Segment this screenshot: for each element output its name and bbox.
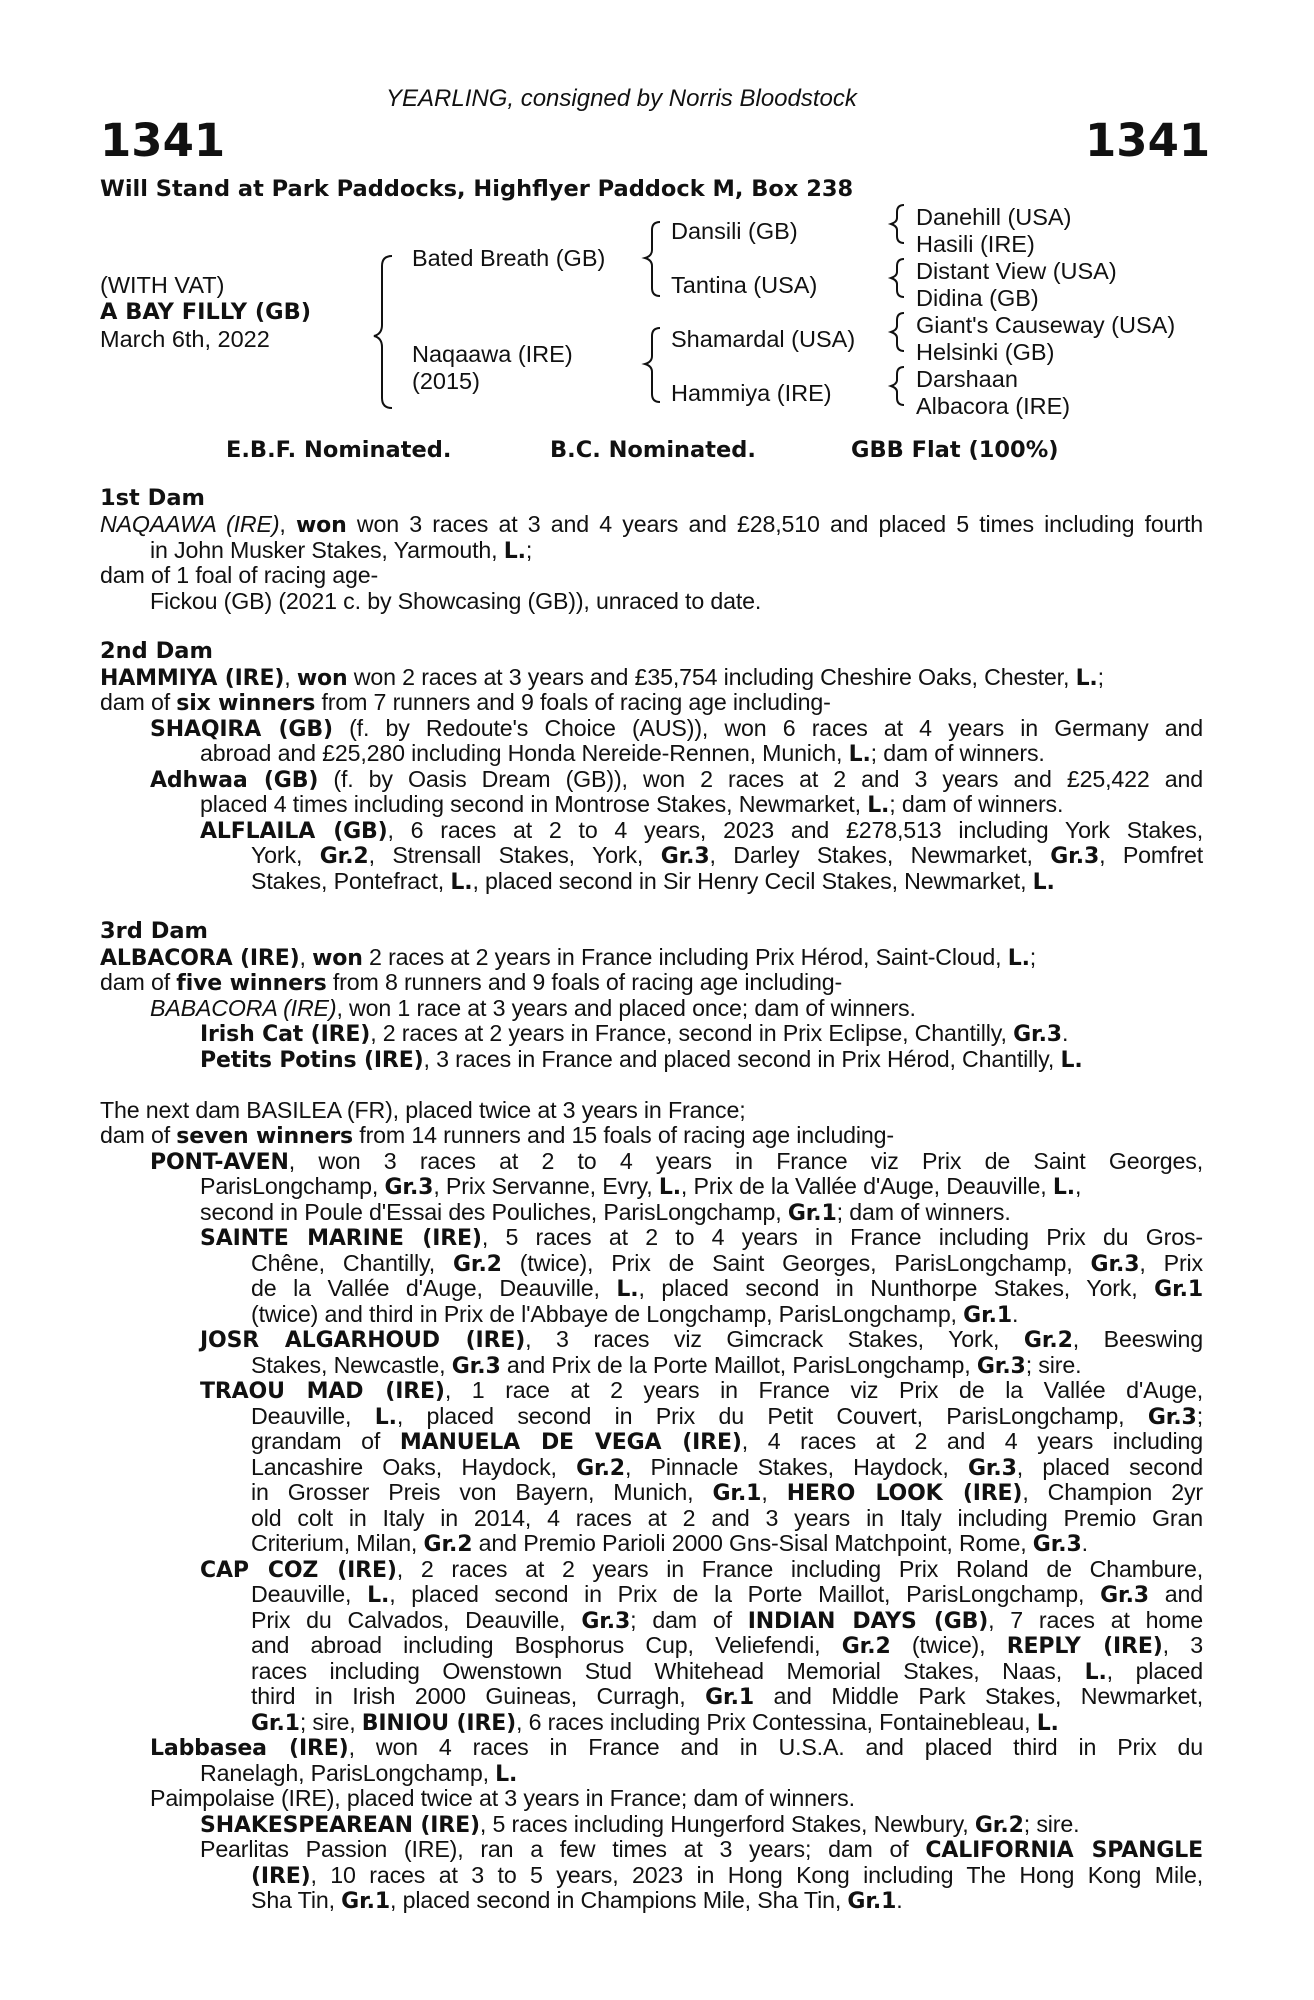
nextdam-line-22: and abroad including Bosphorus Cup, Veliefendi, Gr.2 (twice), REPLY (IRE), 3 [251, 1632, 1203, 1659]
nextdam-line-24: third in Irish 2000 Guineas, Curragh, Gr.1 and Middle Park Stakes, Newmarket, [251, 1683, 1203, 1710]
vat-note: (WITH VAT) [100, 272, 225, 298]
nextdam-line-32: Sha Tin, Gr.1, placed second in Champions Mile, Sha Tin, Gr.1. [251, 1887, 903, 1914]
pedigree-braces [0, 0, 1314, 430]
ebf-nomination: E.B.F. Nominated. [226, 437, 452, 463]
lot-number-right: 1341 [1085, 114, 1211, 167]
nextdam-line-30: Pearlitas Passion (IRE), ran a few times at 3 years; dam of CALIFORNIA SPANGLE [200, 1836, 1204, 1863]
nextdam-line-28: Paimpolaise (IRE), placed twice at 3 years in France; dam of winners. [150, 1785, 855, 1811]
nextdam-line-23: races including Owenstown Stud Whitehead Memorial Stakes, Naas, L., placed [251, 1658, 1203, 1685]
brace-dam [645, 328, 660, 402]
dam3-title: 3rd Dam [100, 918, 208, 944]
dam2-line-9: Stakes, Pontefract, L., placed second in Sir Henry Cecil Stakes, Newmarket, L. [251, 868, 1055, 895]
dam2-line-3: SHAQIRA (GB) (f. by Redoute's Choice (AUS)), won 6 races at 4 years in Germany and [150, 715, 1204, 742]
nextdam-line-18: Criterium, Milan, Gr.2 and Premio Parioli 2000 Gns-Sisal Matchpoint, Rome, Gr.3. [251, 1530, 1088, 1557]
dss-name: Giant's Causeway (USA) [916, 312, 1176, 338]
dam1-line-4: Fickou (GB) (2021 c. by Showcasing (GB)), unraced to date. [150, 588, 762, 614]
nextdam-line-26: Labbasea (IRE), won 4 races in France and in U.S.A. and placed third in Prix du [150, 1734, 1203, 1761]
stand-location: Will Stand at Park Paddocks, Highflyer Paddock M, Box 238 [100, 176, 854, 202]
dam1-line-1: NAQAAWA (IRE), won won 3 races at 3 and 4 years and £28,510 and placed 5 times including fourth [100, 511, 1203, 538]
sire-dam: Tantina (USA) [671, 272, 818, 298]
nextdam-line-29: SHAKESPEAREAN (IRE), 5 races including Hungerford Stakes, Newbury, Gr.2; sire. [200, 1811, 1080, 1838]
dam2-line-7: ALFLAILA (GB), 6 races at 2 to 4 years, 2023 and £278,513 including York Stakes, [200, 817, 1203, 844]
bc-nomination: B.C. Nominated. [550, 437, 756, 463]
nextdam-line-2: dam of seven winners from 14 runners and 15 foals of racing age including- [100, 1122, 894, 1149]
horse-dob: March 6th, 2022 [100, 326, 270, 352]
nextdam-line-25: Gr.1; sire, BINIOU (IRE), 6 races including Prix Contessina, Fontainebleau, L. [251, 1709, 1059, 1736]
sss-name: Danehill (USA) [916, 204, 1072, 230]
nextdam-line-9: (twice) and third in Prix de l'Abbaye de Longchamp, ParisLongchamp, Gr.1. [251, 1301, 1019, 1328]
dam1-line-3: dam of 1 foal of racing age- [100, 562, 379, 588]
dam2-line-6: placed 4 times including second in Montrose Stakes, Newmarket, L.; dam of winners. [200, 791, 1064, 818]
nextdam-line-17: old colt in Italy in 2014, 4 races at 2 and 3 years in Italy including Premio Gran [251, 1505, 1203, 1531]
dam2-title: 2nd Dam [100, 638, 213, 664]
dam-sire: Shamardal (USA) [671, 326, 856, 352]
dam1-title: 1st Dam [100, 485, 205, 511]
brace-sd [891, 259, 904, 297]
nextdam-line-3: PONT-AVEN, won 3 races at 2 to 4 years in France viz Prix de Saint Georges, [150, 1148, 1203, 1175]
brace-ss [891, 205, 904, 243]
dam3-line-3: BABACORA (IRE), won 1 race at 3 years and placed once; dam of winners. [150, 995, 916, 1021]
dam3-line-5: Petits Potins (IRE), 3 races in France and placed second in Prix Hérod, Chantilly, L. [200, 1046, 1083, 1073]
nextdam-line-20: Deauville, L., placed second in Prix de la Porte Maillot, ParisLongchamp, Gr.3 and [251, 1581, 1203, 1608]
dam-name: Naqaawa (IRE) [412, 341, 573, 367]
dds-name: Darshaan [916, 366, 1018, 392]
dam2-line-5: Adhwaa (GB) (f. by Oasis Dream (GB)), won 2 races at 2 and 3 years and £25,422 and [150, 766, 1203, 793]
nextdam-line-27: Ranelagh, ParisLongchamp, L. [200, 1760, 518, 1787]
dam1-line-2: in John Musker Stakes, Yarmouth, L.; [150, 537, 533, 564]
lot-number-left: 1341 [100, 114, 226, 167]
nextdam-line-31: (IRE), 10 races at 3 to 5 years, 2023 in Hong Kong including The Hong Kong Mile, [251, 1862, 1203, 1889]
consignment-line: YEARLING, consigned by Norris Bloodstock [386, 85, 857, 112]
nextdam-line-16: in Grosser Preis von Bayern, Munich, Gr.1, HERO LOOK (IRE), Champion 2yr [251, 1479, 1203, 1506]
nextdam-line-15: Lancashire Oaks, Haydock, Gr.2, Pinnacle Stakes, Haydock, Gr.3, placed second [251, 1454, 1203, 1481]
nextdam-line-14: grandam of MANUELA DE VEGA (IRE), 4 races at 2 and 4 years including [251, 1428, 1203, 1455]
dam3-line-4: Irish Cat (IRE), 2 races at 2 years in France, second in Prix Eclipse, Chantilly, Gr.3. [200, 1020, 1069, 1047]
nextdam-line-7: Chêne, Chantilly, Gr.2 (twice), Prix de Saint Georges, ParisLongchamp, Gr.3, Prix [251, 1250, 1203, 1277]
dam2-line-4: abroad and £25,280 including Honda Nereide-Rennen, Munich, L.; dam of winners. [200, 740, 1045, 767]
sds-name: Distant View (USA) [916, 258, 1117, 284]
dam2-line-8: York, Gr.2, Strensall Stakes, York, Gr.3, Darley Stakes, Newmarket, Gr.3, Pomfret [251, 842, 1203, 869]
brace-ds [891, 313, 904, 351]
brace-sire [645, 222, 660, 296]
horse-name: A BAY FILLY (GB) [100, 299, 312, 325]
dsd-name: Helsinki (GB) [916, 339, 1055, 365]
gbb-flat: GBB Flat (100%) [851, 437, 1059, 463]
dam-year: (2015) [412, 368, 480, 394]
dam-dam: Hammiya (IRE) [671, 380, 832, 406]
sire-sire: Dansili (GB) [671, 218, 798, 244]
ddd-name: Albacora (IRE) [916, 393, 1071, 419]
nextdam-line-11: Stakes, Newcastle, Gr.3 and Prix de la Porte Maillot, ParisLongchamp, Gr.3; sire. [251, 1352, 1082, 1379]
nextdam-line-10: JOSR ALGARHOUD (IRE), 3 races viz Gimcrack Stakes, York, Gr.2, Beeswing [200, 1326, 1203, 1353]
nextdam-line-12: TRAOU MAD (IRE), 1 race at 2 years in France viz Prix de la Vallée d'Auge, [200, 1377, 1203, 1404]
sdd-name: Didina (GB) [916, 285, 1039, 311]
nextdam-line-6: SAINTE MARINE (IRE), 5 races at 2 to 4 years in France including Prix du Gros- [200, 1224, 1203, 1251]
nextdam-line-21: Prix du Calvados, Deauville, Gr.3; dam of INDIAN DAYS (GB), 7 races at home [251, 1607, 1203, 1634]
nextdam-line-13: Deauville, L., placed second in Prix du Petit Couvert, ParisLongchamp, Gr.3; [251, 1403, 1203, 1430]
nextdam-line-1: The next dam BASILEA (FR), placed twice at 3 years in France; [100, 1097, 746, 1123]
dam3-line-2: dam of five winners from 8 runners and 9 foals of racing age including- [100, 969, 843, 996]
dam3-line-1: ALBACORA (IRE), won 2 races at 2 years in France including Prix Hérod, Saint-Cloud, L.; [100, 944, 1037, 971]
nextdam-line-4: ParisLongchamp, Gr.3, Prix Servanne, Evry, L., Prix de la Vallée d'Auge, Deauville, L., [200, 1173, 1082, 1200]
dam2-line-1: HAMMIYA (IRE), won won 2 races at 3 years and £35,754 including Cheshire Oaks, Chester, L.; [100, 664, 1104, 691]
brace-main [374, 256, 392, 408]
nextdam-line-8: de la Vallée d'Auge, Deauville, L., placed second in Nunthorpe Stakes, York, Gr.1 [251, 1275, 1203, 1302]
nextdam-line-5: second in Poule d'Essai des Pouliches, ParisLongchamp, Gr.1; dam of winners. [200, 1199, 1011, 1226]
nextdam-line-19: CAP COZ (IRE), 2 races at 2 years in France including Prix Roland de Chambure, [200, 1556, 1203, 1583]
brace-dd [891, 367, 904, 405]
dam2-line-2: dam of six winners from 7 runners and 9 foals of racing age including- [100, 689, 831, 716]
ssd-name: Hasili (IRE) [916, 231, 1035, 257]
sire-name: Bated Breath (GB) [412, 245, 606, 271]
